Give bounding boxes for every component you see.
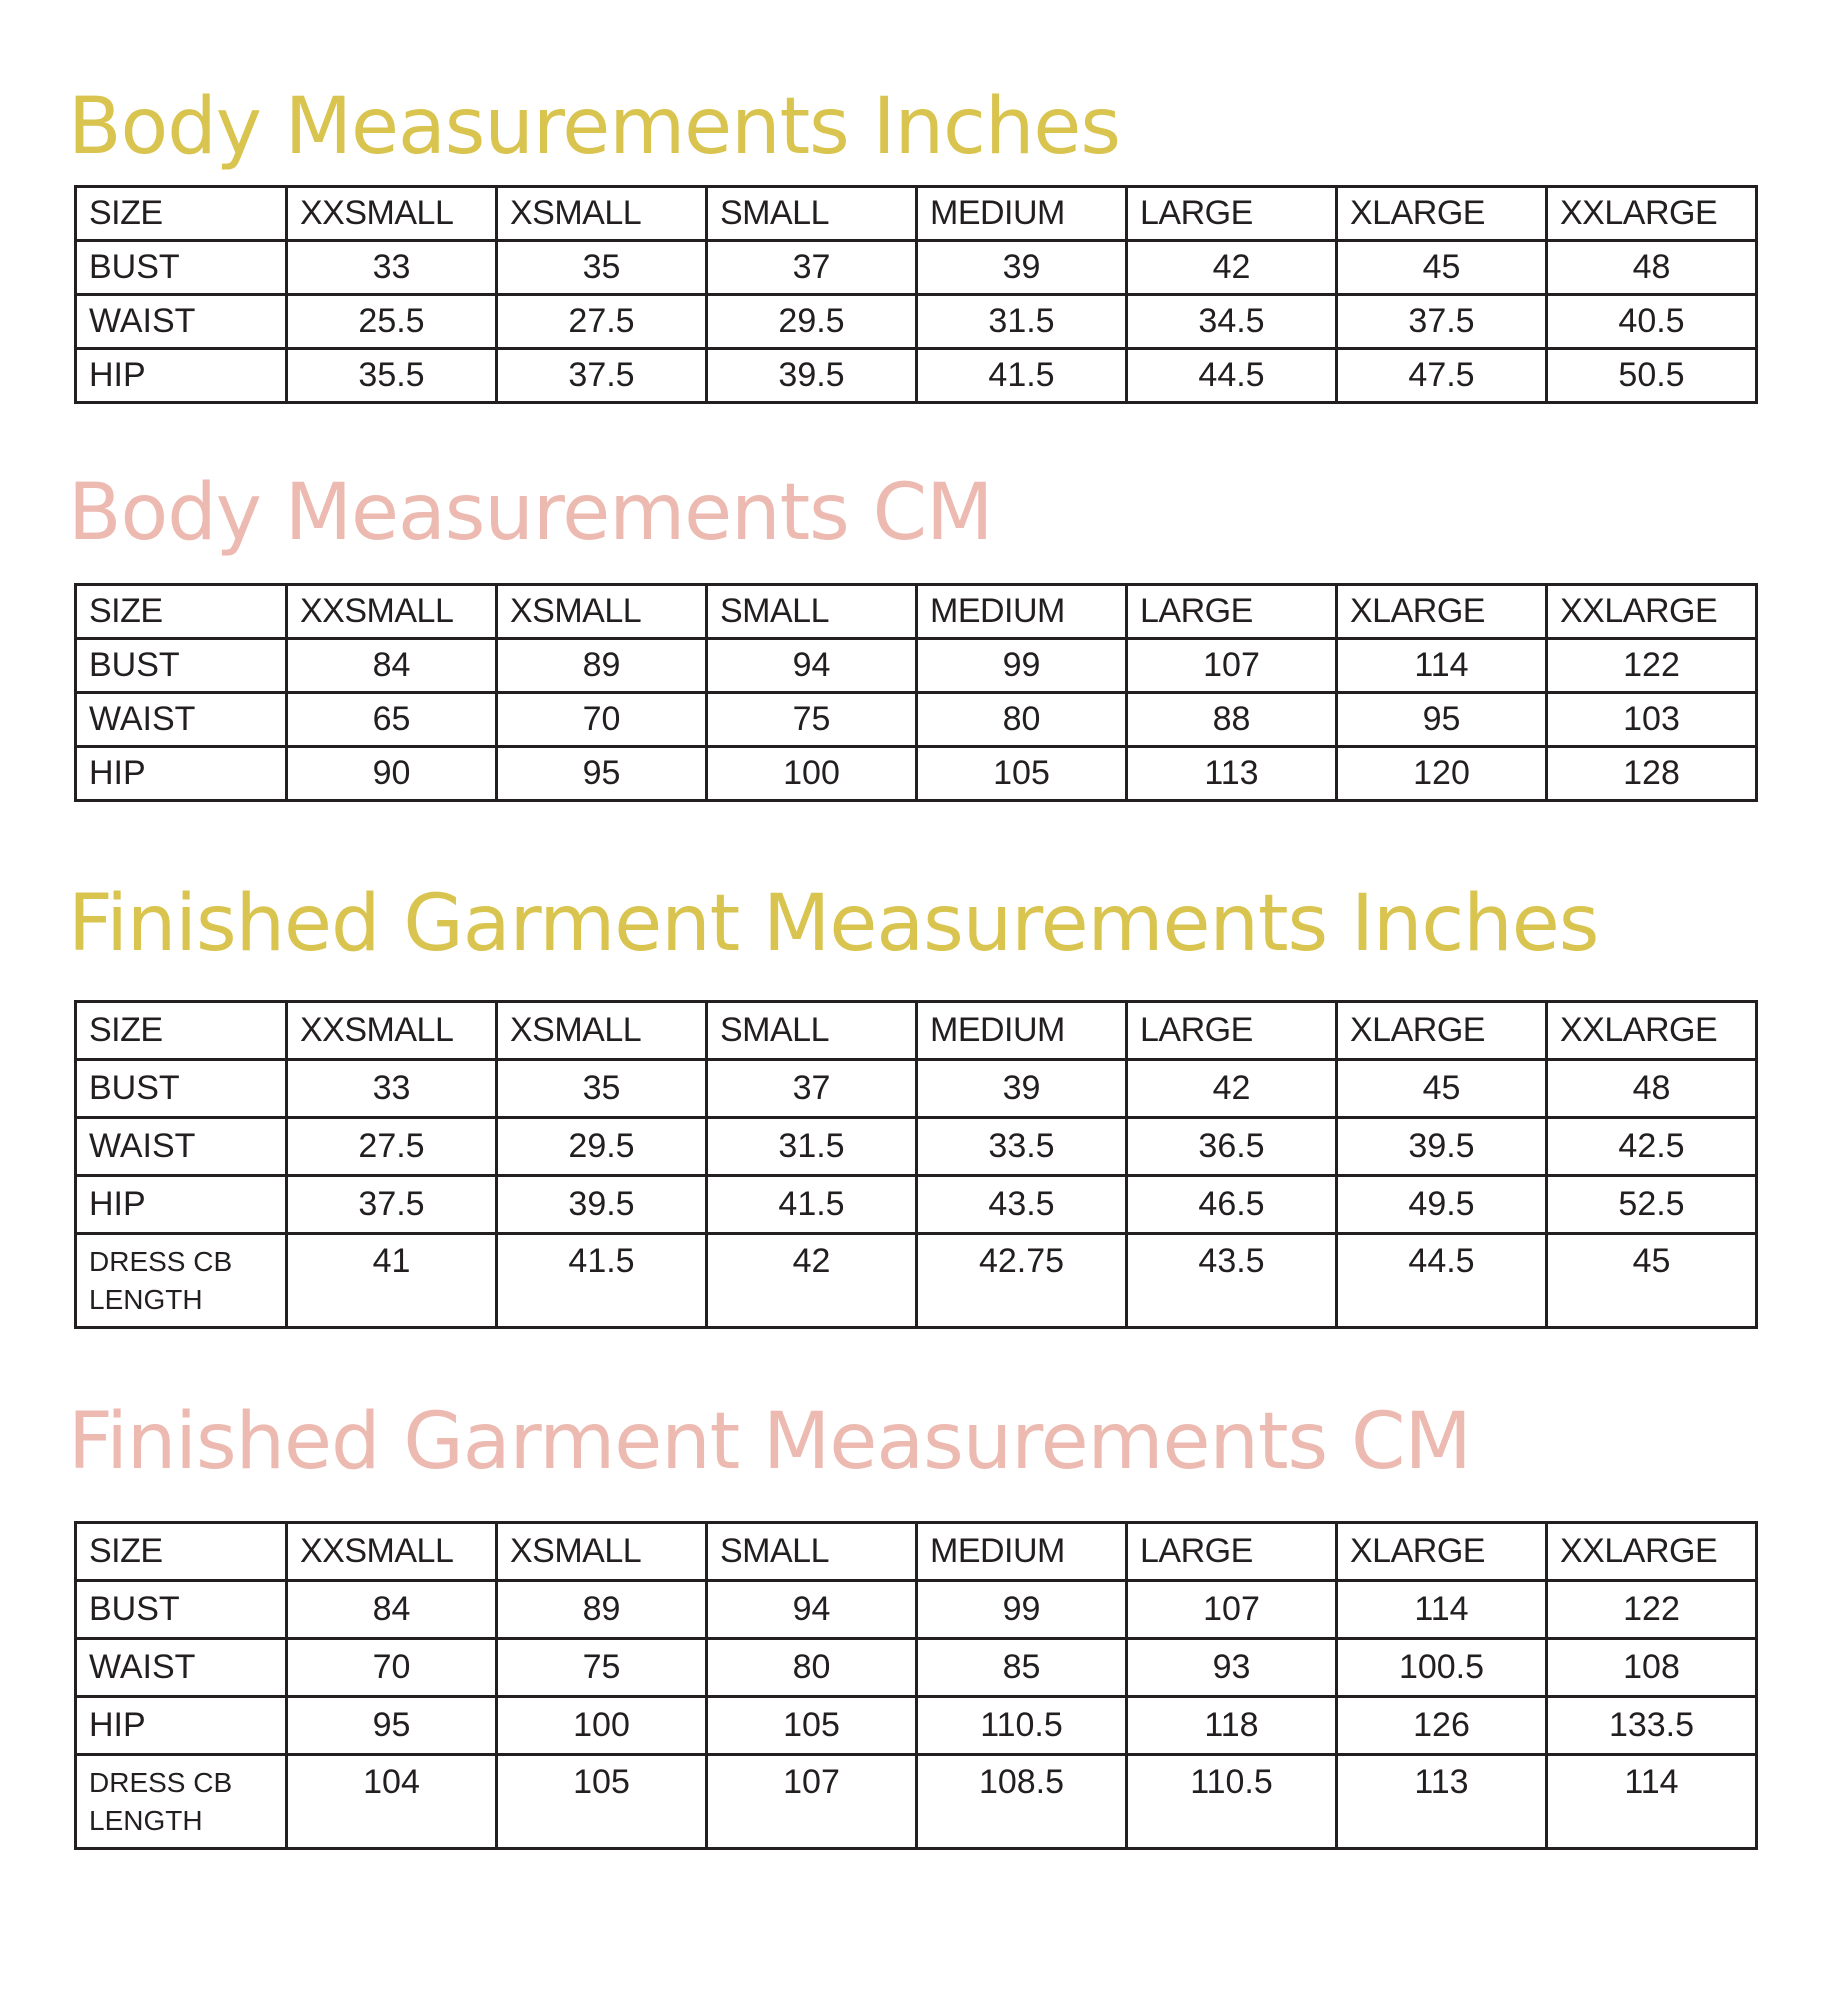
table-cell: 93 xyxy=(1127,1639,1337,1697)
table-row xyxy=(76,295,1757,349)
table-cell: 41.5 xyxy=(917,349,1127,403)
garment-inches-table xyxy=(74,1000,1758,1329)
row-label: HIP xyxy=(76,1697,287,1755)
table-cell: 107 xyxy=(707,1755,917,1849)
row-label: BUST xyxy=(76,1060,287,1118)
table-cell: 39.5 xyxy=(497,1176,707,1234)
table-cell: 31.5 xyxy=(707,1118,917,1176)
table-cell: 45 xyxy=(1547,1234,1757,1328)
table-cell: 95 xyxy=(497,747,707,801)
table-row xyxy=(76,1234,1757,1328)
table-cell: 33 xyxy=(287,1060,497,1118)
body-cm-title: Body Measurements CM xyxy=(68,468,993,558)
table-cell: 108.5 xyxy=(917,1755,1127,1849)
table-row xyxy=(76,1581,1757,1639)
table-cell: 37 xyxy=(707,1060,917,1118)
table-cell: 100 xyxy=(497,1697,707,1755)
table-cell: 113 xyxy=(1337,1755,1547,1849)
size-column-header: SMALL xyxy=(707,1523,917,1581)
table-cell: 49.5 xyxy=(1337,1176,1547,1234)
table-cell: 27.5 xyxy=(287,1118,497,1176)
table-cell: 110.5 xyxy=(917,1697,1127,1755)
table-cell: 100.5 xyxy=(1337,1639,1547,1697)
table-row xyxy=(76,1755,1757,1849)
table-cell: 34.5 xyxy=(1127,295,1337,349)
table-cell: 75 xyxy=(497,1639,707,1697)
table-cell: 40.5 xyxy=(1547,295,1757,349)
table-cell: 122 xyxy=(1547,639,1757,693)
table-cell: 70 xyxy=(497,693,707,747)
table-cell: 105 xyxy=(497,1755,707,1849)
body-cm-table xyxy=(74,583,1758,802)
table-row xyxy=(76,639,1757,693)
table-cell: 84 xyxy=(287,1581,497,1639)
table-cell: 45 xyxy=(1337,1060,1547,1118)
table-cell: 89 xyxy=(497,1581,707,1639)
table-cell: 90 xyxy=(287,747,497,801)
table-cell: 42 xyxy=(1127,1060,1337,1118)
table-cell: 105 xyxy=(707,1697,917,1755)
table-cell: 33 xyxy=(287,241,497,295)
table-row xyxy=(76,747,1757,801)
table-cell: 36.5 xyxy=(1127,1118,1337,1176)
table-cell: 128 xyxy=(1547,747,1757,801)
size-column-header: XXLARGE xyxy=(1547,1002,1757,1060)
table-cell: 110.5 xyxy=(1127,1755,1337,1849)
table-cell: 84 xyxy=(287,639,497,693)
row-label: WAIST xyxy=(76,295,287,349)
row-label xyxy=(76,1755,287,1849)
size-header-cell: SIZE xyxy=(76,1523,287,1581)
body-inches-table xyxy=(74,185,1758,404)
table-cell: 43.5 xyxy=(917,1176,1127,1234)
size-column-header: XLARGE xyxy=(1337,1523,1547,1581)
table-cell: 95 xyxy=(1337,693,1547,747)
table-cell: 107 xyxy=(1127,1581,1337,1639)
size-column-header: XXLARGE xyxy=(1547,1523,1757,1581)
size-column-header: XXSMALL xyxy=(287,585,497,639)
table-row xyxy=(76,1176,1757,1234)
garment-inches-title: Finished Garment Measurements Inches xyxy=(68,879,1599,969)
table-row xyxy=(76,1639,1757,1697)
garment-cm-title: Finished Garment Measurements CM xyxy=(68,1397,1471,1487)
table-row xyxy=(76,241,1757,295)
table-cell: 47.5 xyxy=(1337,349,1547,403)
row-label: BUST xyxy=(76,639,287,693)
table-cell: 42.5 xyxy=(1547,1118,1757,1176)
size-column-header: XXSMALL xyxy=(287,1523,497,1581)
table-row xyxy=(76,349,1757,403)
table-cell: 104 xyxy=(287,1755,497,1849)
table-cell: 29.5 xyxy=(497,1118,707,1176)
size-column-header: XSMALL xyxy=(497,585,707,639)
table-cell: 37.5 xyxy=(287,1176,497,1234)
table-row xyxy=(76,1060,1757,1118)
row-label-line: DRESS CB xyxy=(89,1767,233,1798)
size-column-header: XSMALL xyxy=(497,1002,707,1060)
table-cell: 75 xyxy=(707,693,917,747)
size-column-header: MEDIUM xyxy=(917,585,1127,639)
size-column-header: XSMALL xyxy=(497,187,707,241)
table-cell: 114 xyxy=(1547,1755,1757,1849)
size-column-header: SMALL xyxy=(707,187,917,241)
table-cell: 25.5 xyxy=(287,295,497,349)
size-column-header: MEDIUM xyxy=(917,1523,1127,1581)
table-cell: 107 xyxy=(1127,639,1337,693)
size-column-header: XXLARGE xyxy=(1547,187,1757,241)
table-cell: 39 xyxy=(917,241,1127,295)
row-label-line: LENGTH xyxy=(89,1284,203,1315)
table-header-row xyxy=(76,585,1757,639)
table-header-row xyxy=(76,187,1757,241)
size-column-header: LARGE xyxy=(1127,1523,1337,1581)
table-cell: 65 xyxy=(287,693,497,747)
table-cell: 122 xyxy=(1547,1581,1757,1639)
size-column-header: XSMALL xyxy=(497,1523,707,1581)
table-cell: 133.5 xyxy=(1547,1697,1757,1755)
row-label: HIP xyxy=(76,349,287,403)
table-cell: 114 xyxy=(1337,639,1547,693)
table-cell: 37 xyxy=(707,241,917,295)
table-cell: 42 xyxy=(1127,241,1337,295)
table-cell: 80 xyxy=(917,693,1127,747)
row-label: WAIST xyxy=(76,693,287,747)
table-cell: 44.5 xyxy=(1337,1234,1547,1328)
table-cell: 50.5 xyxy=(1547,349,1757,403)
table-cell: 52.5 xyxy=(1547,1176,1757,1234)
table-cell: 45 xyxy=(1337,241,1547,295)
table-cell: 35.5 xyxy=(287,349,497,403)
size-header-cell: SIZE xyxy=(76,585,287,639)
row-label: HIP xyxy=(76,747,287,801)
row-label: WAIST xyxy=(76,1118,287,1176)
table-cell: 35 xyxy=(497,1060,707,1118)
table-cell: 70 xyxy=(287,1639,497,1697)
table-cell: 88 xyxy=(1127,693,1337,747)
size-column-header: LARGE xyxy=(1127,187,1337,241)
table-cell: 39 xyxy=(917,1060,1127,1118)
table-cell: 89 xyxy=(497,639,707,693)
table-cell: 126 xyxy=(1337,1697,1547,1755)
size-header-cell: SIZE xyxy=(76,1002,287,1060)
table-header-row xyxy=(76,1002,1757,1060)
table-cell: 41 xyxy=(287,1234,497,1328)
table-cell: 99 xyxy=(917,1581,1127,1639)
size-header-cell: SIZE xyxy=(76,187,287,241)
size-column-header: MEDIUM xyxy=(917,1002,1127,1060)
table-row xyxy=(76,1118,1757,1176)
row-label: WAIST xyxy=(76,1639,287,1697)
row-label: BUST xyxy=(76,241,287,295)
table-cell: 27.5 xyxy=(497,295,707,349)
size-column-header: SMALL xyxy=(707,585,917,639)
table-cell: 43.5 xyxy=(1127,1234,1337,1328)
table-cell: 39.5 xyxy=(707,349,917,403)
table-cell: 113 xyxy=(1127,747,1337,801)
table-cell: 103 xyxy=(1547,693,1757,747)
row-label-line: LENGTH xyxy=(89,1805,203,1836)
table-cell: 105 xyxy=(917,747,1127,801)
size-column-header: LARGE xyxy=(1127,585,1337,639)
size-column-header: XLARGE xyxy=(1337,1002,1547,1060)
table-cell: 114 xyxy=(1337,1581,1547,1639)
size-column-header: LARGE xyxy=(1127,1002,1337,1060)
table-cell: 46.5 xyxy=(1127,1176,1337,1234)
size-column-header: XXLARGE xyxy=(1547,585,1757,639)
table-cell: 33.5 xyxy=(917,1118,1127,1176)
table-cell: 99 xyxy=(917,639,1127,693)
table-cell: 100 xyxy=(707,747,917,801)
table-cell: 31.5 xyxy=(917,295,1127,349)
size-column-header: SMALL xyxy=(707,1002,917,1060)
table-cell: 94 xyxy=(707,1581,917,1639)
table-header-row xyxy=(76,1523,1757,1581)
table-cell: 85 xyxy=(917,1639,1127,1697)
size-column-header: XXSMALL xyxy=(287,1002,497,1060)
table-cell: 48 xyxy=(1547,1060,1757,1118)
table-cell: 42.75 xyxy=(917,1234,1127,1328)
row-label-line: DRESS CB xyxy=(89,1246,233,1277)
size-column-header: MEDIUM xyxy=(917,187,1127,241)
table-cell: 95 xyxy=(287,1697,497,1755)
row-label: HIP xyxy=(76,1176,287,1234)
size-column-header: XLARGE xyxy=(1337,585,1547,639)
size-column-header: XLARGE xyxy=(1337,187,1547,241)
row-label: BUST xyxy=(76,1581,287,1639)
table-row xyxy=(76,693,1757,747)
table-cell: 41.5 xyxy=(497,1234,707,1328)
row-label xyxy=(76,1234,287,1328)
table-cell: 37.5 xyxy=(1337,295,1547,349)
table-cell: 108 xyxy=(1547,1639,1757,1697)
size-column-header: XXSMALL xyxy=(287,187,497,241)
table-cell: 42 xyxy=(707,1234,917,1328)
table-cell: 41.5 xyxy=(707,1176,917,1234)
table-cell: 29.5 xyxy=(707,295,917,349)
table-cell: 120 xyxy=(1337,747,1547,801)
table-cell: 94 xyxy=(707,639,917,693)
table-cell: 118 xyxy=(1127,1697,1337,1755)
table-row xyxy=(76,1697,1757,1755)
table-cell: 37.5 xyxy=(497,349,707,403)
body-inches-title: Body Measurements Inches xyxy=(68,82,1121,172)
garment-cm-table xyxy=(74,1521,1758,1850)
table-cell: 48 xyxy=(1547,241,1757,295)
table-cell: 80 xyxy=(707,1639,917,1697)
table-cell: 35 xyxy=(497,241,707,295)
table-cell: 39.5 xyxy=(1337,1118,1547,1176)
table-cell: 44.5 xyxy=(1127,349,1337,403)
